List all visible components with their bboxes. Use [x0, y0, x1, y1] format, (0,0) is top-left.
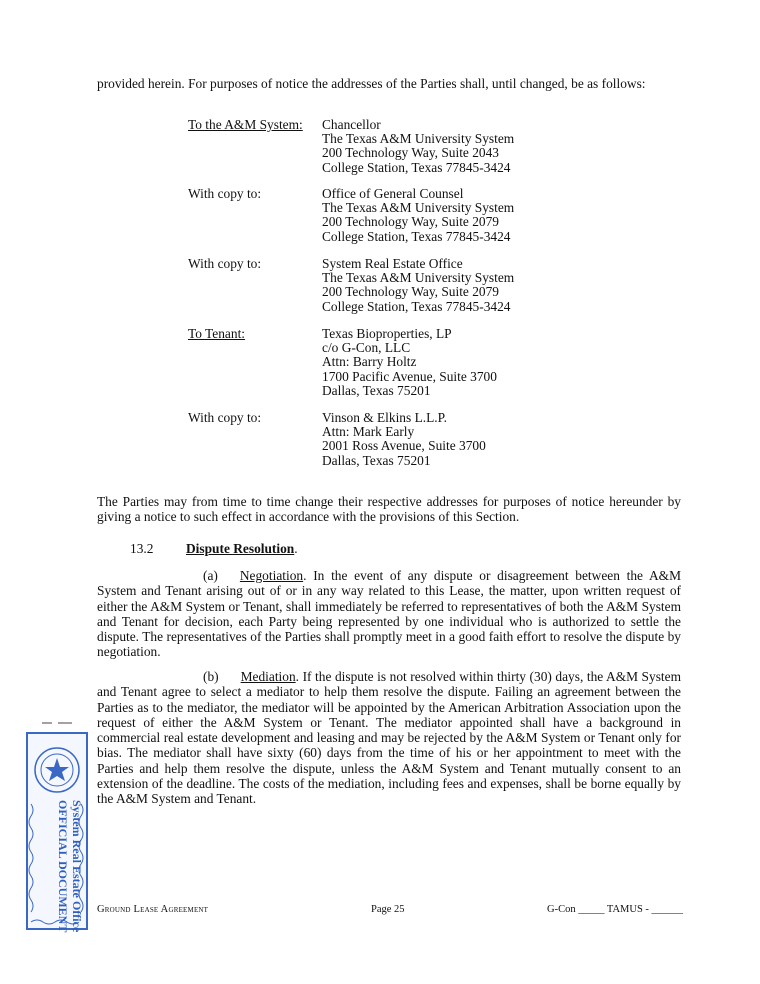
address-label: To the A&M System: [188, 117, 303, 132]
address-line: Dallas, Texas 75201 [322, 382, 431, 398]
address-line: 200 Technology Way, Suite 2079 [322, 214, 500, 230]
mediation-title: Mediation [240, 669, 296, 684]
address-lines [322, 411, 612, 468]
address-line: College Station, Texas 77845-3424 [322, 298, 511, 314]
address-line: Dallas, Texas 75201 [322, 452, 431, 468]
footer-page-number: Page 25 [371, 904, 405, 915]
mediation-body: . If the dispute is not resolved within thirty (30) days, the A&M System and Tenant agree to select a mediator to help them resolve the dispute. Failing an agreement between the Parties as to the mediator, the mediator will be appointed by the American Arbitration Association upon the request of either the A&M System or Tenant. The mediator appointed shall have a background in commercial real estate development and leasing and may be rejected by the A&M System or Tenant only for bias. The mediator shall have sixty (60) days from the time of his or her appointment to meet with the Parties and help them resolve the dispute, unless the A&M System and Tenant mutually consent to an extension of the deadline. The costs of the mediation, including fees and expenses, shall be borne equally by the A&M System and Tenant. [97, 669, 681, 807]
address-line: Attn: Barry Holtz [322, 354, 417, 370]
address-line: 200 Technology Way, Suite 2043 [322, 145, 500, 161]
address-line: The Texas A&M University System [322, 200, 515, 216]
mediation-label: (b) [203, 669, 219, 684]
address-line: 2001 Ross Avenue, Suite 3700 [322, 438, 486, 454]
negotiation-paragraph [97, 568, 681, 660]
section-title: Dispute Resolution [186, 541, 295, 556]
address-line: Vinson & Elkins L.L.P. [322, 410, 447, 425]
address-line: Office of General Counsel [322, 186, 464, 201]
intro-paragraph: provided herein. For purposes of notice the addresses of the Parties shall, until changed, be as follows: [97, 76, 646, 91]
section-title-suffix: . [294, 541, 298, 556]
margin-mark [42, 722, 72, 724]
negotiation-title: Negotiation [239, 568, 304, 583]
stamp-line: OFFICIAL DOCUMENT [56, 800, 70, 933]
negotiation-body: . In the event of any dispute or disagreement between the A&M System and Tenant arising out of or in any way related to this Lease, the matter, upon written request of either the A&M System or Tenant, shall immediately be referred to representatives of both the A&M System and Tenant for decision, each Party being represented by one individual who is authorized to settle the dispute. The representatives of the Parties shall promptly meet in a good faith effort to resolve the dispute by negotiation. [97, 568, 681, 660]
section-number: 13.2 [130, 541, 154, 556]
address-label: To Tenant: [188, 326, 246, 341]
address-lines [322, 257, 612, 314]
address-label: With copy to: [188, 186, 262, 201]
section-heading [130, 541, 298, 557]
address-lines [322, 118, 612, 175]
address-line: System Real Estate Office [322, 256, 463, 271]
address-label: With copy to: [188, 256, 262, 271]
address-lines [322, 187, 612, 244]
negotiation-label: (a) [203, 568, 218, 583]
address-line: College Station, Texas 77845-3424 [322, 159, 511, 175]
address-line: 1700 Pacific Avenue, Suite 3700 [322, 368, 497, 384]
address-line: The Texas A&M University System [322, 131, 515, 147]
address-line: c/o G-Con, LLC [322, 340, 411, 356]
address-line: College Station, Texas 77845-3424 [322, 228, 511, 244]
address-line: Chancellor [322, 117, 381, 132]
address-line: Texas Bioproperties, LP [322, 326, 452, 341]
mediation-paragraph [97, 669, 681, 807]
address-line: The Texas A&M University System [322, 270, 515, 286]
stamp-text [44, 800, 84, 950]
address-label: With copy to: [188, 410, 262, 425]
footer-document-title: Ground Lease Agreement [97, 904, 209, 915]
footer-initials: G-Con _____ TAMUS - ______ [547, 904, 684, 915]
address-lines [322, 327, 612, 398]
official-document-stamp [26, 732, 88, 933]
stamp-line: System Real Estate Office [70, 800, 84, 933]
change-notice-paragraph: The Parties may from time to time change their respective addresses for purposes of notice hereunder by giving a notice to such effect in accordance with the provisions of this Section. [97, 494, 681, 525]
address-line: 200 Technology Way, Suite 2079 [322, 284, 500, 300]
address-line: Attn: Mark Early [322, 424, 415, 440]
